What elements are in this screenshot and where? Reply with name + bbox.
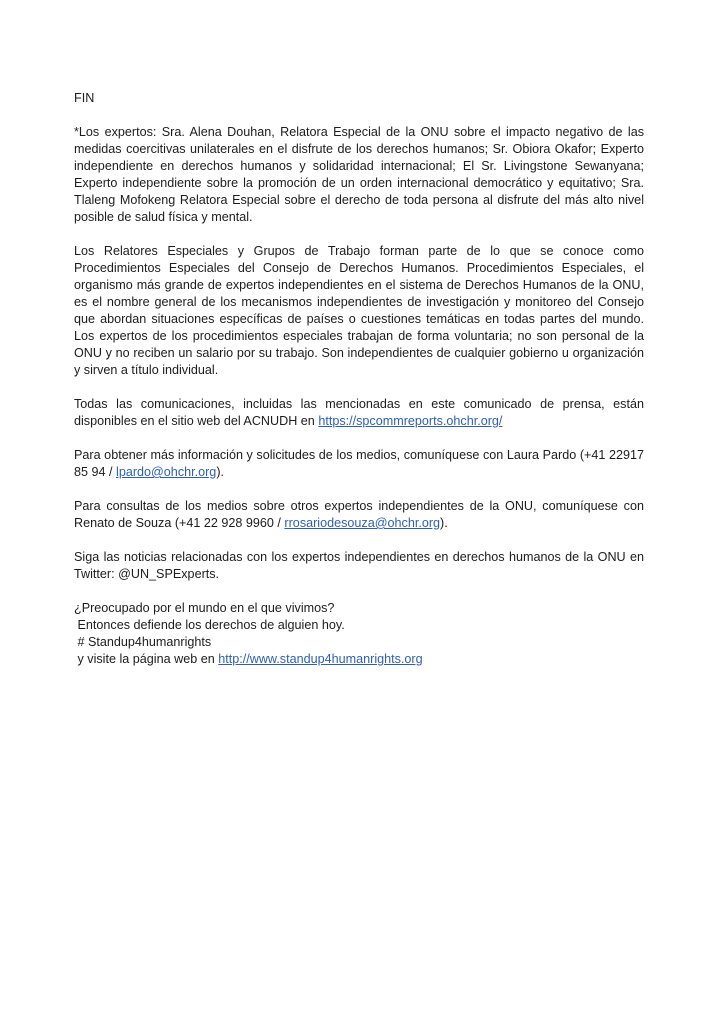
other-experts-contact-text: Para consultas de los medios sobre otros expertos independientes de la ONU, comuníquese con Renato de Souza (+41 22 928 9960 / [74,499,644,530]
spcommreports-link[interactable]: https://spcommreports.ohchr.org/ [318,414,503,428]
media-contact-closing: ). [216,465,225,479]
special-procedures-paragraph: Los Relatores Especiales y Grupos de Trabajo forman parte de lo que se conoce como Procedimientos Especiales del Consejo de Derechos Humanos. Procedimientos Especiales, el organismo más grande de expertos independientes en el sistema de Derechos Humanos de la ONU, es el nombre general de los mecanismos independientes de investigación y monitoreo del Consejo que abordan situaciones específicas de países o cuestiones temáticas en todas partes del mundo. Los expertos de los procedimientos especiales trabajan de forma voluntaria; no son personal de la ONU y no reciben un salario por su trabajo. Son independientes de cualquier gobierno u organización y sirven a título individual. [74,244,644,377]
closing-line-3: # Standup4humanrights [74,635,212,649]
communications-paragraph [74,396,644,430]
media-contact-text: Para obtener más información y solicitudes de los medios, comuníquese con Laura Pardo (+41 22917 85 94 / [74,448,644,479]
rrosariodesouza-email-link[interactable]: rrosariodesouza@ohchr.org [284,516,441,530]
media-contact-paragraph [74,447,644,481]
lpardo-email-link[interactable]: lpardo@ohchr.org [116,465,217,479]
closing-block [74,600,644,668]
fin-marker: FIN [74,91,95,105]
closing-line-4-text: y visite la página web en [74,652,219,666]
other-experts-contact-closing: ). [440,516,448,530]
closing-line-4 [74,651,644,668]
closing-line-2: Entonces defiende los derechos de alguien hoy. [74,618,345,632]
experts-paragraph: *Los expertos: Sra. Alena Douhan, Relatora Especial de la ONU sobre el impacto negativo de las medidas coercitivas unilaterales en el disfrute de los derechos humanos; Sr. Obiora Okafor; Experto independiente en derechos humanos y solidaridad internacional; El Sr. Livingstone Sewanyana; Experto independiente sobre la promoción de un orden internacional democrático y equitativo; Sra. Tlaleng Mofokeng Relatora Especial sobre el derecho de toda persona al disfrute del más alto nivel posible de salud física y mental. [74,125,644,224]
twitter-paragraph: Siga las noticias relacionadas con los expertos independientes en derechos humanos de la ONU en Twitter: @UN_SPExperts. [74,550,644,581]
standup4humanrights-link[interactable]: http://www.standup4humanrights.org [218,652,423,666]
document-page [74,90,644,685]
other-experts-contact-paragraph [74,498,644,532]
closing-line-1: ¿Preocupado por el mundo en el que vivimos? [74,601,335,615]
communications-text: Todas las comunicaciones, incluidas las mencionadas en este comunicado de prensa, están disponibles en el sitio web del ACNUDH en [74,397,644,428]
